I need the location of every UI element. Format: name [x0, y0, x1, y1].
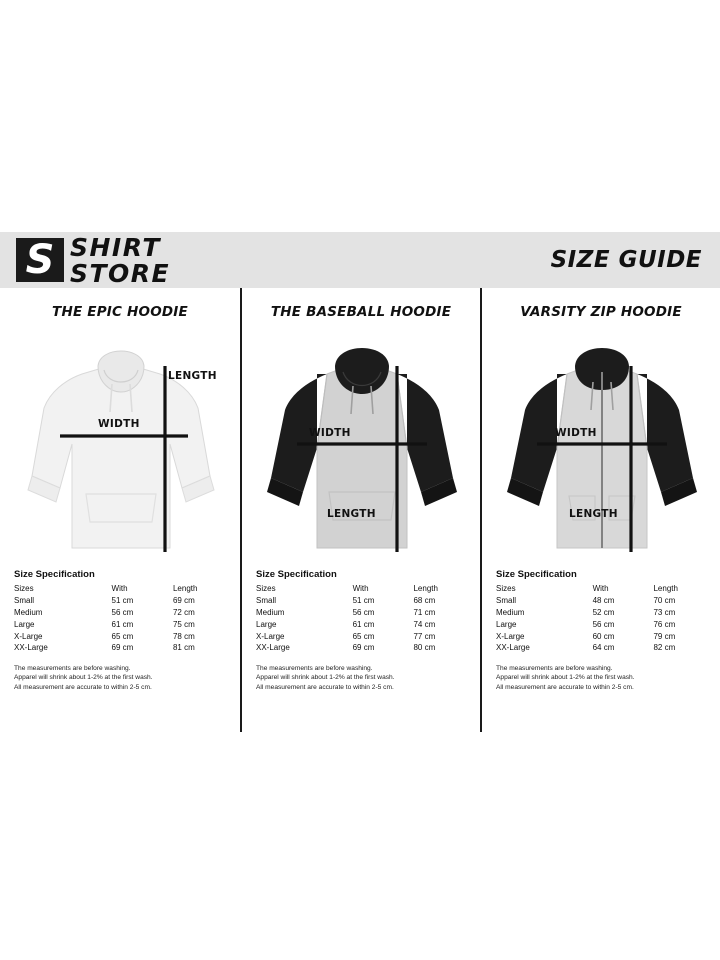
cell-size: Medium — [496, 607, 525, 617]
varsity-zip-hoodie-drawing — [501, 326, 701, 561]
table-row — [496, 630, 706, 642]
cell-length: 74 cm — [413, 619, 436, 629]
col-header-width: With — [352, 584, 369, 594]
note-line: The measurements are before washing. — [14, 664, 131, 672]
table-row — [496, 618, 706, 630]
cell-width: 56 cm — [592, 619, 615, 629]
cell-size: XX-Large — [14, 643, 48, 653]
table-row — [256, 630, 466, 642]
table-header-row — [14, 583, 226, 595]
cell-length: 82 cm — [653, 643, 676, 653]
cell-length: 69 cm — [172, 596, 195, 606]
cell-size: Small — [496, 596, 517, 606]
cell-width: 56 cm — [111, 607, 134, 617]
cell-length: 79 cm — [653, 631, 676, 641]
garment-illustration-varsity-zip-hoodie — [501, 326, 701, 561]
table-row — [14, 618, 226, 630]
cell-width: 61 cm — [111, 619, 134, 629]
cell-size: Small — [14, 596, 35, 606]
length-label: LENGTH — [327, 508, 376, 520]
note-line: Apparel will shrink about 1-2% at the first wash. — [496, 674, 635, 682]
baseball-hoodie-drawing — [261, 326, 461, 561]
col-header-length: Length — [653, 584, 678, 594]
note-line: All measurement are accurate to within 2-5 cm. — [256, 683, 394, 691]
spec-notes — [256, 664, 466, 693]
table-row — [256, 595, 466, 607]
brand-logo-line2: STORE — [70, 258, 171, 288]
spec-table — [496, 583, 706, 654]
cell-width: 65 cm — [111, 631, 134, 641]
cell-width: 69 cm — [111, 643, 134, 653]
column-title: THE BASEBALL HOODIE — [270, 304, 452, 320]
cell-width: 51 cm — [111, 596, 134, 606]
cell-width: 51 cm — [352, 596, 375, 606]
table-row — [14, 607, 226, 619]
cell-size: Large — [496, 619, 517, 629]
table-row — [14, 642, 226, 654]
cell-length: 73 cm — [653, 607, 676, 617]
cell-length: 80 cm — [413, 643, 436, 653]
cell-length: 77 cm — [413, 631, 436, 641]
spec-title: Size Specification — [256, 569, 337, 580]
col-header-length: Length — [413, 584, 438, 594]
table-row — [256, 618, 466, 630]
cell-size: X-Large — [496, 631, 525, 641]
note-line: All measurement are accurate to within 2-5 cm. — [496, 683, 634, 691]
col-header-sizes: Sizes — [496, 584, 516, 594]
note-line: All measurement are accurate to within 2-5 cm. — [14, 683, 152, 691]
table-row — [14, 630, 226, 642]
cell-width: 65 cm — [352, 631, 375, 641]
table-row — [496, 607, 706, 619]
spec-table — [14, 583, 226, 654]
table-row — [496, 595, 706, 607]
cell-width: 56 cm — [352, 607, 375, 617]
cell-width: 69 cm — [352, 643, 375, 653]
spec-title: Size Specification — [496, 569, 577, 580]
width-label: WIDTH — [98, 418, 140, 430]
width-label: WIDTH — [555, 427, 597, 439]
cell-length: 81 cm — [172, 643, 195, 653]
cell-width: 52 cm — [592, 607, 615, 617]
epic-hoodie-drawing — [20, 326, 220, 561]
spec-block — [496, 569, 706, 692]
cell-size: XX-Large — [256, 643, 290, 653]
cell-size: X-Large — [14, 631, 43, 641]
note-line: The measurements are before washing. — [496, 664, 613, 672]
spec-notes — [14, 664, 226, 693]
col-header-sizes: Sizes — [14, 584, 34, 594]
column-title: THE EPIC HOODIE — [52, 304, 188, 320]
cell-length: 75 cm — [172, 619, 195, 629]
cell-length: 70 cm — [653, 596, 676, 606]
col-header-width: With — [111, 584, 128, 594]
col-header-width: With — [592, 584, 609, 594]
table-row — [256, 607, 466, 619]
cell-length: 71 cm — [413, 607, 436, 617]
spec-title: Size Specification — [14, 569, 95, 580]
column-epic-hoodie — [0, 288, 240, 732]
cell-length: 68 cm — [413, 596, 436, 606]
table-row — [14, 595, 226, 607]
note-line: Apparel will shrink about 1-2% at the first wash. — [256, 674, 395, 682]
brand-logo-line1: SHIRT — [70, 232, 161, 262]
page-title: SIZE GUIDE — [550, 247, 702, 273]
cell-size: Medium — [14, 607, 43, 617]
garment-illustration-epic-hoodie — [20, 326, 220, 561]
s-logo-glyph: S — [25, 238, 55, 282]
cell-size: Small — [256, 596, 277, 606]
note-line: Apparel will shrink about 1-2% at the first wash. — [14, 674, 153, 682]
column-title: VARSITY ZIP HOODIE — [520, 304, 682, 320]
cell-width: 60 cm — [592, 631, 615, 641]
length-label: LENGTH — [168, 370, 217, 382]
spec-block — [256, 569, 466, 692]
s-logo-icon — [16, 238, 64, 282]
cell-length: 76 cm — [653, 619, 676, 629]
cell-size: X-Large — [256, 631, 285, 641]
cell-size: Large — [14, 619, 35, 629]
brand-logo-text — [70, 232, 171, 288]
table-row — [496, 642, 706, 654]
column-varsity-zip-hoodie — [480, 288, 720, 732]
spec-block — [14, 569, 226, 692]
cell-size: Large — [256, 619, 277, 629]
length-label: LENGTH — [569, 508, 618, 520]
col-header-sizes: Sizes — [256, 584, 276, 594]
column-baseball-hoodie — [240, 288, 480, 732]
table-header-row — [496, 583, 706, 595]
table-header-row — [256, 583, 466, 595]
cell-width: 64 cm — [592, 643, 615, 653]
col-header-length: Length — [172, 584, 198, 594]
cell-width: 61 cm — [352, 619, 375, 629]
spec-table — [256, 583, 466, 654]
note-line: The measurements are before washing. — [256, 664, 373, 672]
garment-illustration-baseball-hoodie — [261, 326, 461, 561]
cell-length: 78 cm — [172, 631, 195, 641]
width-label: WIDTH — [309, 427, 351, 439]
table-row — [256, 642, 466, 654]
cell-width: 48 cm — [592, 596, 615, 606]
cell-size: Medium — [256, 607, 285, 617]
cell-size: XX-Large — [496, 643, 530, 653]
page-header — [0, 232, 720, 288]
brand-logo — [16, 232, 171, 288]
size-guide-columns — [0, 288, 720, 732]
spec-notes — [496, 664, 706, 693]
cell-length: 72 cm — [172, 607, 195, 617]
